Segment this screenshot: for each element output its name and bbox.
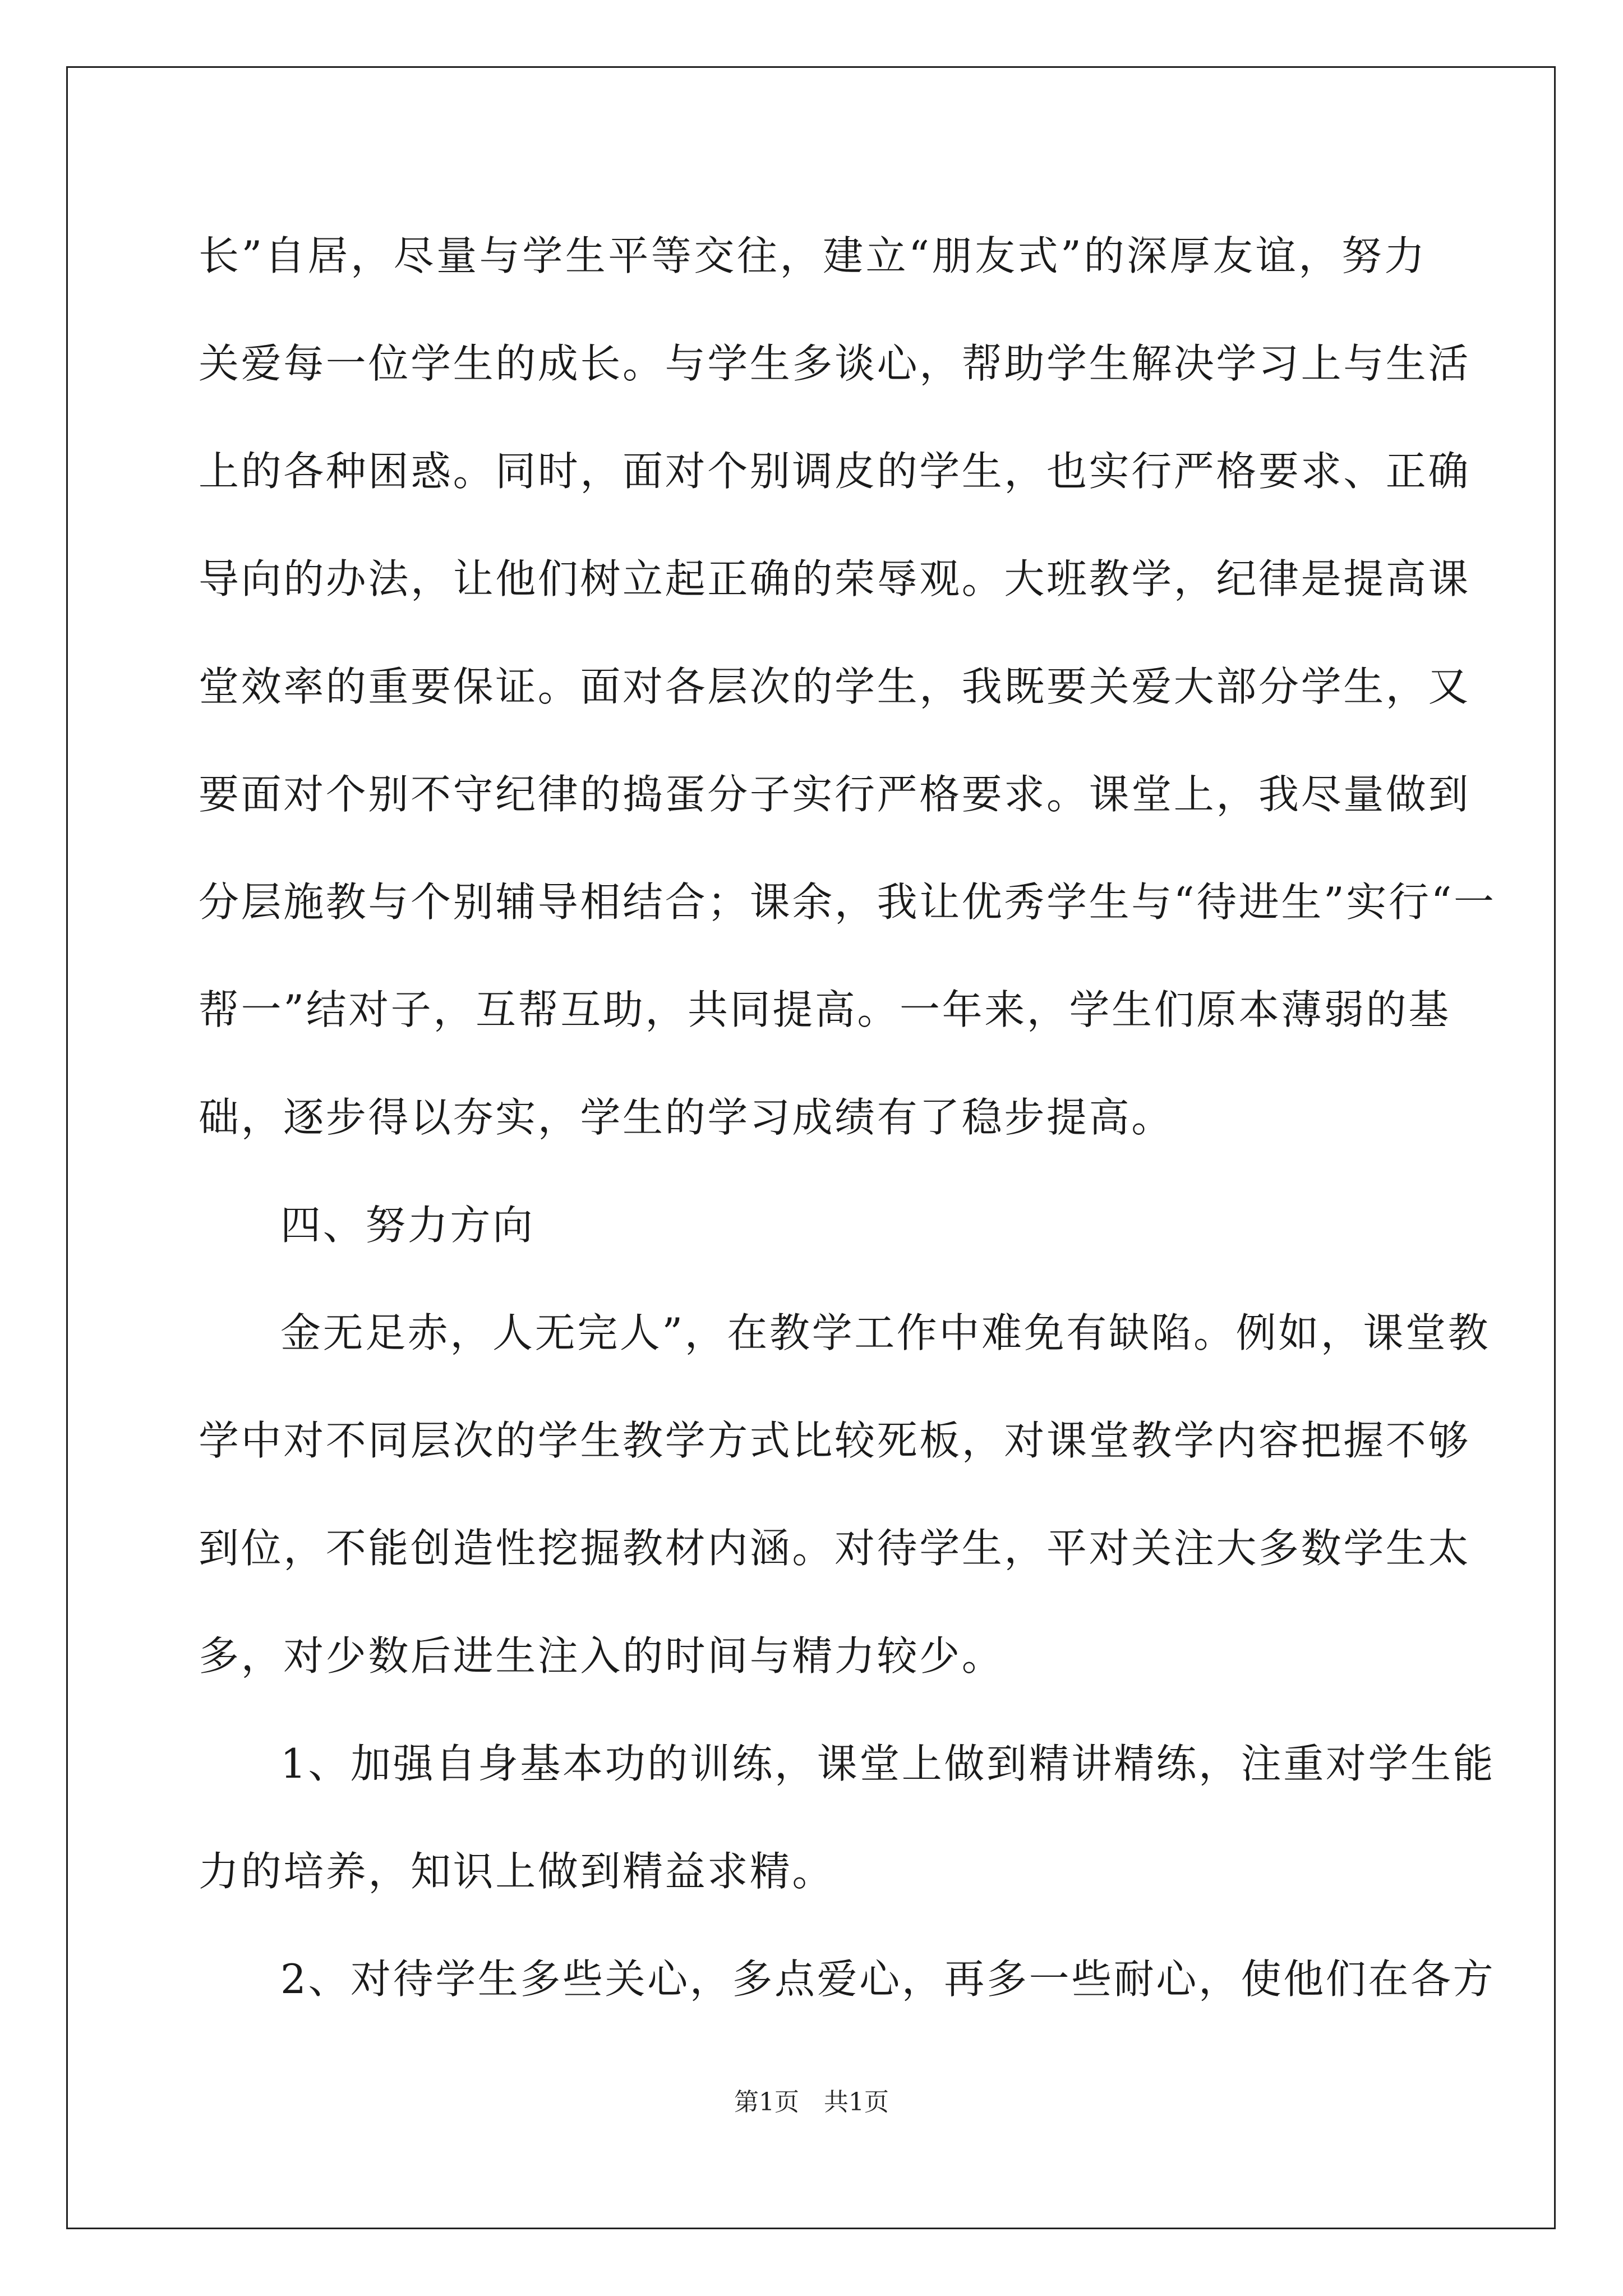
- text-line: 帮一”结对子，互帮互助，共同提高。一年来，学生们原本薄弱的基: [199, 986, 1451, 1033]
- text-line: 到位，不能创造性挖掘教材内涵。对待学生，平对关注大多数学生太: [199, 1525, 1471, 1572]
- text-line: 关爱每一位学生的成长。与学生多谈心，帮助学生解决学习上与生活: [199, 340, 1471, 387]
- text-line: 学中对不同层次的学生教学方式比较死板，对课堂教学内容把握不够: [199, 1417, 1471, 1464]
- text-line: 要面对个别不守纪律的捣蛋分子实行严格要求。课堂上，我尽量做到: [199, 771, 1471, 818]
- page-total: 共1页: [824, 2088, 889, 2116]
- text-line: 金无足赤，人无完人”，在教学工作中难免有缺陷。例如，课堂教: [280, 1309, 1491, 1356]
- document-body: [199, 202, 1496, 2033]
- page-number: 第1页: [734, 2088, 799, 2116]
- text-line: 长”自居，尽量与学生平等交往，建立“朋友式”的深厚友谊，努力: [199, 232, 1427, 279]
- text-line: 堂效率的重要保证。面对各层次的学生，我既要关爱大部分学生，又: [199, 663, 1471, 710]
- text-line: 础，逐步得以夯实，学生的学习成绩有了稳步提高。: [199, 1094, 1174, 1141]
- page-footer: [0, 2086, 1623, 2119]
- text-line: 导向的办法，让他们树立起正确的荣辱观。大班教学，纪律是提高课: [199, 555, 1471, 602]
- text-line: 1、加强自身基本功的训练，课堂上做到精讲精练，注重对学生能: [280, 1740, 1496, 1787]
- text-line: 多，对少数后进生注入的时间与精力较少。: [199, 1632, 1004, 1680]
- text-line: 上的各种困惑。同时，面对个别调皮的学生，也实行严格要求、正确: [199, 448, 1471, 495]
- section-heading: 四、努力方向: [280, 1202, 535, 1249]
- text-line: 2、对待学生多些关心，多点爱心，再多一些耐心，使他们在各方: [280, 1955, 1496, 2003]
- text-line: 分层施教与个别辅导相结合；课余，我让优秀学生与“待进生”实行“一: [199, 878, 1496, 926]
- text-line: 力的培养，知识上做到精益求精。: [199, 1848, 835, 1895]
